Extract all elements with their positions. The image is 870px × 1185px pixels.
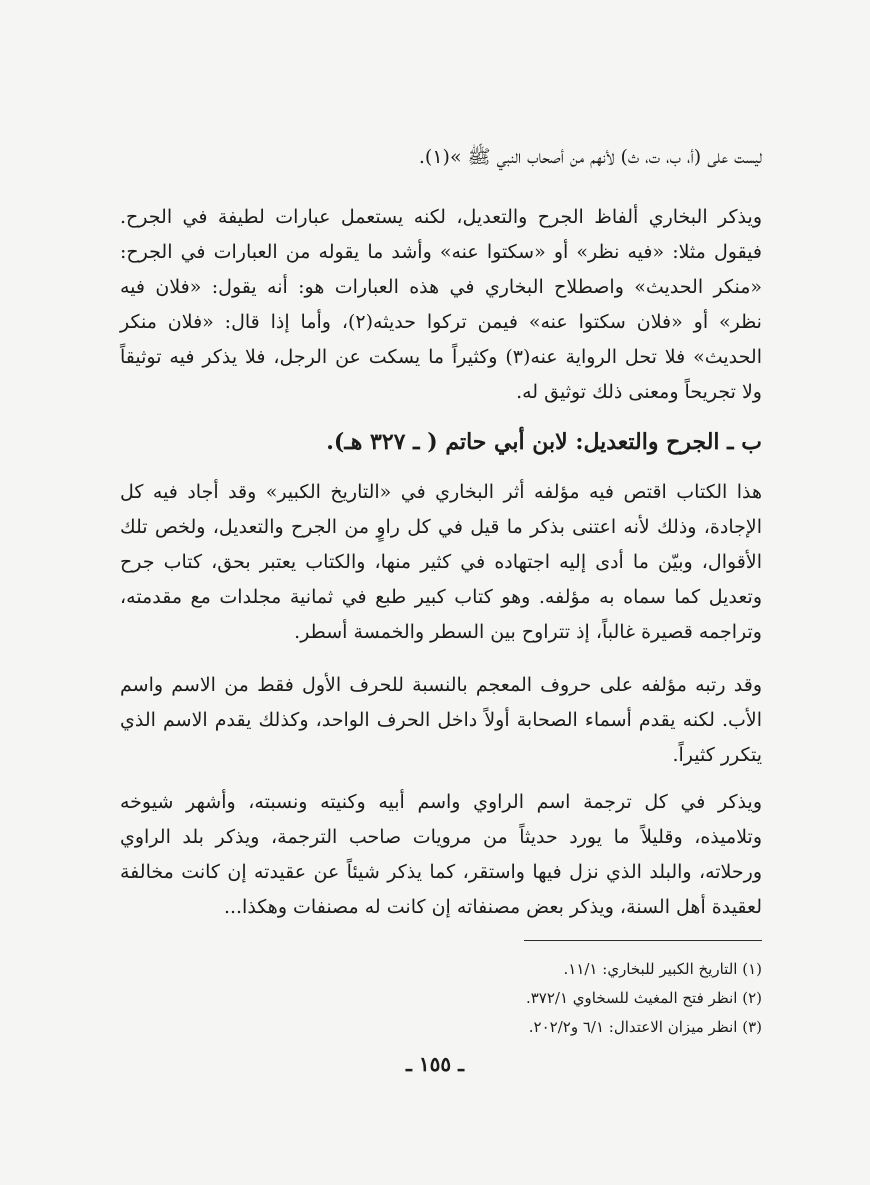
footnotes [120,955,762,1042]
footnote-2: (٢) انظر فتح المغيث للسخاوي ٣٧٢/١. [525,989,762,1007]
text-block-top [120,140,762,175]
page-number: ـ ١٥٥ ـ [406,1052,464,1076]
paragraph-entry-contents: ويذكر في كل ترجمة اسم الراوي واسم أبيه وكنيته ونسبته، وأشهر شيوخه وتلاميذه، وقليلاً ما يورد حديثاً من مرويات صاحب الترجمة، ويذكر بلد الراوي ورحلاته، والبلد الذي نزل فيها واستقر، كما يذكر شيئاً عن عقيدته إن كانت مخالفة لعقيدة أهل السنة، ويذكر بعض مصنفاته إن كانت له مصنفات وهكذا... [120,791,762,918]
text-block-bukhari [120,200,762,410]
text-block-entries [120,785,762,925]
section-heading: ب ـ الجرح والتعديل: لابن أبي حاتم ( ـ ٣٢٧ هـ). [326,429,762,455]
paragraph-bukhari-terms: ويذكر البخاري ألفاظ الجرح والتعديل، لكنه يستعمل عبارات لطيفة في الجرح. فيقول مثلا: «فيه نظر» أو «سكتوا عنه» وأشد ما يقوله من العبارات في الجرح: «منكر الحديث» واصطلاح البخاري في هذه العبارات هو: أنه يقول: «فلان فيه نظر» أو «فلان سكتوا عنه» فيمن تركوا حديثه(٢)، وأما إذا قال: «فلان منكر الحديث» فلا تحل الرواية عنه(٣) وكثيراً ما يسكت عن الرجل، فلا يذكر فيه توثيقاً ولا تجريحاً ومعنى ذلك توثيق له. [120,206,762,403]
footnote-3: (٣) انظر ميزان الاعتدال: ٦/١ و٢٠٢/٢. [528,1018,762,1036]
paragraph-arrangement: وقد رتبه مؤلفه على حروف المعجم بالنسبة للحرف الأول فقط من الاسم واسم الأب. لكنه يقدم أسماء الصحابة أولاً داخل الحرف الواحد، وكذلك يقدم الاسم الذي يتكرر كثيراً. [120,674,762,766]
footnote-1: (١) التاريخ الكبير للبخاري: ١١/١. [563,960,762,978]
paragraph-continuation: ليست على (أ، ب، ت، ث) لأنهم من أصحاب النبي ﷺ »(١). [418,146,762,168]
text-block-book [120,475,762,650]
text-block-order [120,668,762,773]
paragraph-book-description: هذا الكتاب اقتص فيه مؤلفه أثر البخاري في «التاريخ الكبير» وقد أجاد فيه كل الإجادة، وذلك لأنه اعتنى بذكر ما قيل في كل راوٍ من الجرح والتعديل، ولخص تلك الأقوال، وبيّن ما أدى إليه اجتهاده في كثير منها، والكتاب يعتبر بحق، كتاب جرح وتعديل كما سماه به مؤلفه. وهو كتاب كبير طبع في ثمانية مجلدات مع مقدمته، وتراجمه قصيرة غالباً، إذ تتراوح بين السطر والخمسة أسطر. [120,481,762,643]
footnote-divider [524,940,762,941]
